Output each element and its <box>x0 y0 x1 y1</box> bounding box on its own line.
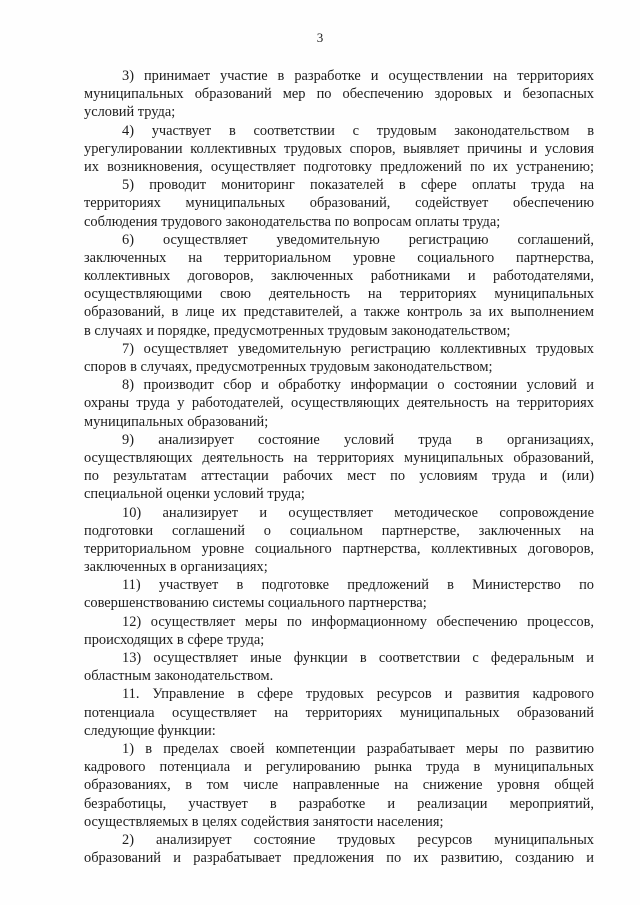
text-line: споров в случаях, предусмотренных трудовым законодательством; <box>84 359 493 375</box>
text-line: соблюдения трудового законодательства по вопросам оплаты труда; <box>84 213 501 230</box>
text-line: образований, в лице их представителей, а также контроль за их выполнением <box>84 304 594 321</box>
text-line: территориальном уровне социального партнерства, коллективных договоров, <box>84 540 594 557</box>
text-line: 9) анализирует состояние условий труда в организациях, <box>122 431 594 448</box>
text-line: урегулировании коллективных трудовых споров, выявляет причины и условия <box>84 140 594 157</box>
text-line: 7) осуществляет уведомительную регистрацию коллективных трудовых <box>122 340 594 357</box>
text-line: образованиях, в том числе направленные на снижение уровня общей <box>84 777 594 794</box>
text-line: безработицы, участвует в разработке и реализации мероприятий, <box>84 795 594 812</box>
text-line: по результатам аттестации рабочих мест по условиям труда и (или) <box>84 468 594 485</box>
text-line: специальной оценки условий труда; <box>84 486 305 503</box>
document-body <box>84 67 594 867</box>
text-line: подготовки соглашений о социальном партнерстве, заключенных на <box>84 522 594 539</box>
text-line: 5) проводит мониторинг показателей в сфере оплаты труда на <box>122 177 594 194</box>
text-line: кадрового потенциала и регулированию рынка труда в муниципальных <box>84 759 594 776</box>
text-line: охраны труда у работодателей, осуществляющих деятельность на территориях <box>84 395 594 412</box>
text-line: 13) осуществляет иные функции в соответствии с федеральным и <box>122 650 594 666</box>
text-line: 4) участвует в соответствии с трудовым законодательством в <box>122 122 594 139</box>
text-line: в случаях и порядке, предусмотренных трудовым законодательством; <box>84 322 511 339</box>
text-line: 8) производит сбор и обработку информации о состоянии условий и <box>122 377 594 394</box>
text-line: 11. Управление в сфере трудовых ресурсов и развития кадрового <box>122 686 594 703</box>
page-number: 3 <box>316 30 324 45</box>
text-line: происходящих в сфере труда; <box>84 631 265 648</box>
text-line: 2) анализирует состояние трудовых ресурсов муниципальных <box>122 831 594 848</box>
text-line: совершенствованию системы социального партнерства; <box>84 595 427 612</box>
text-line: условий труда; <box>84 104 176 121</box>
text-line: заключенных в организациях; <box>84 559 268 576</box>
text-line: осуществляющих деятельность на территориях муниципальных образований, <box>84 449 594 466</box>
text-line: 10) анализирует и осуществляет методическое сопровождение <box>122 504 594 521</box>
text-line: 3) принимает участие в разработке и осуществлении на территориях <box>122 68 594 84</box>
text-line: заключенных на территориальном уровне социального партнерства, <box>84 249 594 266</box>
text-line: осуществляющими свою деятельность на территориях муниципальных <box>84 286 594 303</box>
text-line: осуществляемых в целях содействия занятости населения; <box>84 813 444 830</box>
text-line: муниципальных образований мер по обеспечению здоровых и безопасных <box>84 86 594 103</box>
text-line: их возникновения, осуществляет подготовку предложений по их устранению; <box>84 158 594 175</box>
text-line: областным законодательством. <box>84 668 274 685</box>
text-line: потенциала осуществляет на территориях муниципальных образований <box>84 704 594 721</box>
text-line: муниципальных образований; <box>84 413 269 430</box>
text-line: 6) осуществляет уведомительную регистрацию соглашений, <box>122 231 594 248</box>
text-line: 11) участвует в подготовке предложений в Министерство по <box>122 577 594 594</box>
text-line: коллективных договоров, заключенных работниками и работодателями, <box>84 268 594 285</box>
text-line: следующие функции: <box>84 722 216 739</box>
text-line: 12) осуществляет меры по информационному обеспечению процессов, <box>122 613 594 630</box>
text-line: 1) в пределах своей компетенции разрабатывает меры по развитию <box>122 740 594 757</box>
text-line: территориях муниципальных образований, содействует обеспечению <box>84 195 594 212</box>
text-line: образований и разрабатывает предложения по их развитию, созданию и <box>84 850 594 867</box>
